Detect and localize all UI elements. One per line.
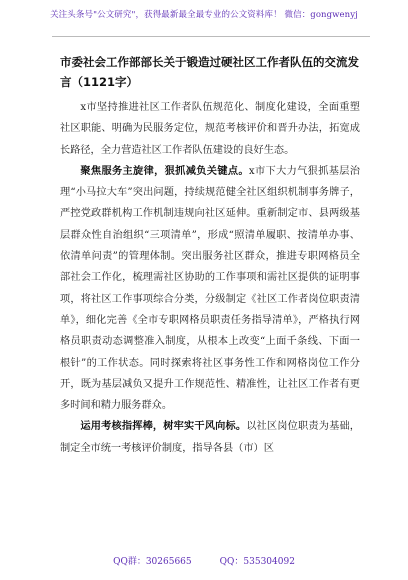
paragraph-heading: 聚焦服务主旋律，狠抓减负关键点。 [80, 165, 249, 177]
footer-qq-group: QQ群：30265665 [113, 557, 192, 567]
paragraph-text: x市下大力气狠抓基层治理“小马拉大车”突出问题，持续规范健全社区组织机制事务牌子，严控党政群机构工作机制违规向社区延伸。重新制定市、县两级基层群众性自治组织“三项清单”，形成“照清单履职、按清单办事、依清单问责”的管理体制。突出服务社区群众，推进专职网格员全部社会工作化，梳理需社区协助的工作事项和需社区提供的证明事项，将社区工作事项综合分类，分级制定《社区工作者岗位职责清单》，细化完善《全市专职网格员职责任务指导清单》，严格执行网格员职责动态调整准入制度，从根本上改变“上面千条线、下面一根针”的工作状态。同时探索将社区事务性工作和网格岗位工作分开，既为基层减负又提升工作规范性、精准性，让社区工作者有更多时间和精力服务群众。 [60, 165, 360, 412]
document-title: 市委社会工作部部长关于锻造过硬社区工作者队伍的交流发言（1121字） [60, 55, 359, 89]
footer-qq: QQ：535304092 [219, 557, 295, 567]
header-divider [52, 36, 370, 37]
paragraph-intro [60, 97, 360, 161]
paragraph-reduce-burden [60, 161, 360, 417]
paragraph-text: 以社区岗位职责为基础，制定全市统一考核评价制度，指导各县（市）区 [60, 421, 360, 454]
paragraph-heading: 运用考核指挥棒，树牢实干风向标。 [80, 421, 247, 433]
header-banner: 关注头条号"公文研究"，获得最新最全最专业的公文资料库！ 微信：gongwenyj [50, 10, 358, 20]
paragraph-assessment [60, 416, 360, 459]
footer-contact [0, 554, 408, 567]
document-body [60, 97, 360, 459]
paragraph-text: x市坚持推进社区工作者队伍规范化、制度化建设，全面重塑社区职能、明确为民服务定位，规范考核评价和晋升办法，拓宽成长路径，全力营造社区工作者队伍建设的良好生态。 [60, 102, 360, 156]
